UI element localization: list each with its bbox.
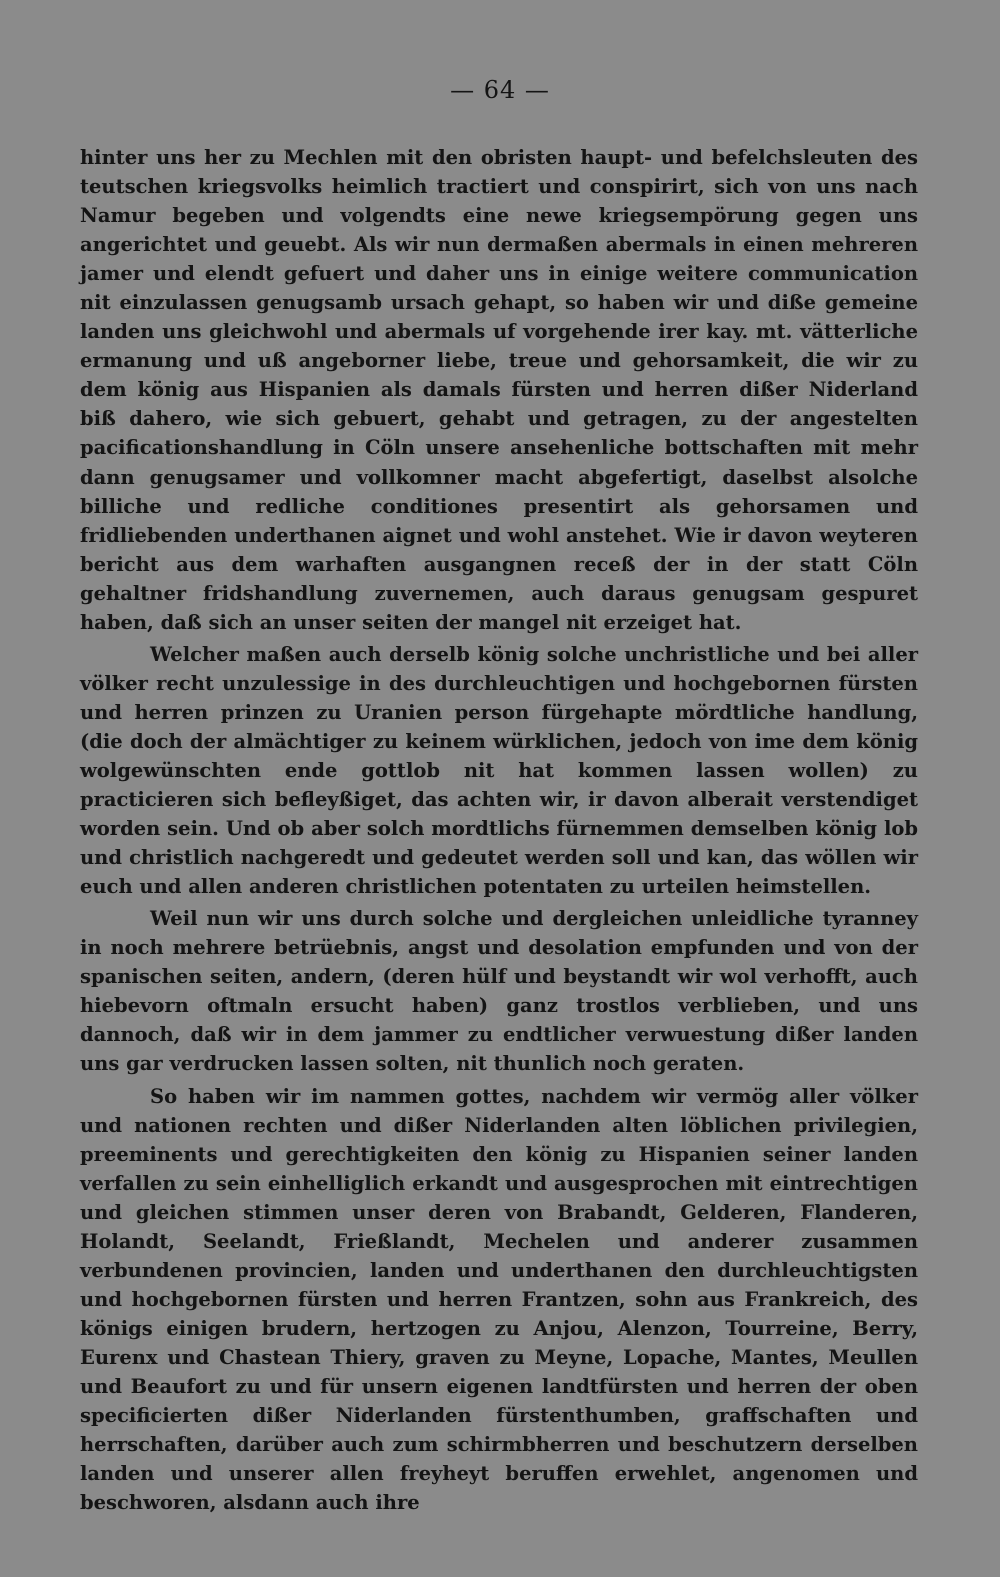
paragraph-2: Welcher maßen auch derselb könig solche unchristliche und bei aller völker recht unzulessige in des durchleuchtigen und hochgebornen fürsten und herren prinzen zu Uranien person fürgehapte mördtliche handlung, (die doch der almächtiger zu keinem würklichen, jedoch von ime dem könig wolgewünschten ende gottlob nit hat kommen lassen wollen) zu practicieren sich befleyßiget, das achten wir, ir davon alberait verstendiget worden sein. Und ob aber solch mordtlichs fürnemmen demselben könig lob und christlich nachgeredt und gedeutet werden soll und kan, das wöllen wir euch und allen anderen christlichen potentaten zu urteilen heimstellen. [80, 642, 918, 899]
paragraph-1: hinter uns her zu Mechlen mit den obristen haupt- und befelchsleuten des teutschen kriegsvolks heimlich tractiert und conspirirt, sich von uns nach Namur begeben und volgendts eine newe kriegsempörung gegen uns angerichtet und geuebt. Als wir nun dermaßen abermals in einen mehreren jamer und elendt gefuert und daher uns in einige weitere communication nit einzulassen genugsamb ursach gehapt, so haben wir und diße gemeine landen uns gleichwohl und abermals uf vorgehende irer kay. mt. vätterliche ermanung und uß angeborner liebe, treue und gehorsamkeit, die wir zu dem könig aus Hispanien als damals fürsten und herren dißer Niderland biß dahero, wie sich gebuert, gehabt und getragen, zu der angestelten pacificationshandlung in Cöln unsere ansehenliche bottschaften mit mehr dann genugsamer und vollkomner macht abgefertigt, daselbst alsolche billiche und redliche conditiones presentirt als gehorsamen und fridliebenden underthanen aignet und wohl anstehet. Wie ir davon weyteren bericht aus dem warhaften ausgangnen receß der in der statt Cöln gehaltner fridshandlung zuvernemen, auch daraus genugsam gespuret haben, daß sich an unser seiten der mangel nit erzeiget hat. [80, 146, 918, 634]
paragraph-4: So haben wir im nammen gottes, nachdem wir vermög aller völker und nationen rechten und dißer Niderlanden alten löblichen privilegien, preeminents und gerechtigkeiten den könig zu Hispanien seiner landen verfallen zu sein einhelliglich erkandt und ausgesprochen mit eintrechtigen und gleichen stimmen unser deren von Brabandt, Gelderen, Flanderen, Holandt, Seelandt, Frießlandt, Mechelen und anderer zusammen verbundenen provincien, landen und underthanen den durchleuchtigsten und hochgebornen fürsten und herren Frantzen, sohn aus Frankreich, des königs einigen brudern, hertzogen zu Anjou, Alenzon, Tourreine, Berry, Eurenx und Chastean Thiery, graven zu Meyne, Lopache, Mantes, Meullen und Beaufort zu und für unsern eigenen landtfürsten und herren der oben specificierten dißer Niderlanden fürstenthumben, graffschaften und herrschaften, darüber auch zum schirmbherren und beschutzern derselben landen und unserer allen freyheyt beruffen erwehlet, angenomen und beschworen, alsdann auch ihre [80, 1084, 918, 1515]
paragraph-3: Weil nun wir uns durch solche und dergleichen unleidliche tyranney in noch mehrere betrüebnis, angst und desolation empfunden und von der spanischen seiten, andern, (deren hülf und beystandt wir wol verhofft, auch hiebevorn oftmaln ersucht haben) ganz trostlos verblieben, und uns dannoch, daß wir in dem jammer zu endtlicher verwuestung dißer landen uns gar verdrucken lassen solten, nit thunlich noch geraten. [80, 907, 918, 1076]
body-text [80, 143, 918, 1520]
page-number: — 64 — [450, 76, 550, 104]
